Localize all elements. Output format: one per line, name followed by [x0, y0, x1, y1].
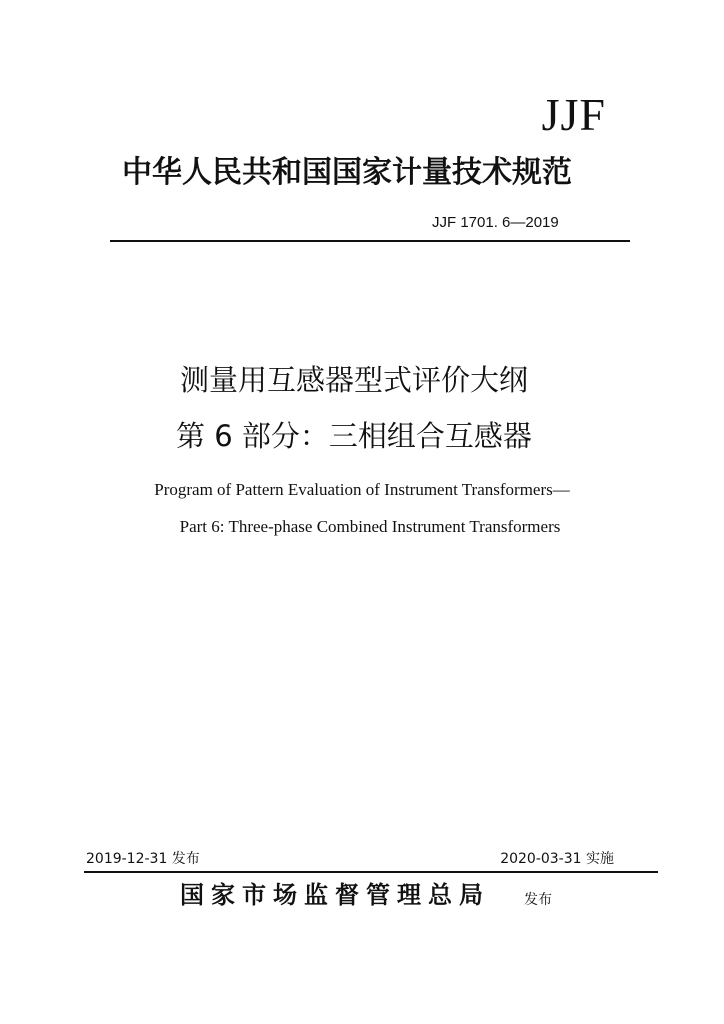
- issuing-authority: 国家市场监督管理总局: [180, 881, 490, 909]
- title-chinese-line-1: 测量用互感器型式评价大纲: [179, 363, 528, 397]
- top-divider: [110, 240, 630, 242]
- standard-number: JJF 1701. 6—2019: [432, 214, 559, 231]
- spec-type-heading: 中华人民共和国国家计量技术规范: [122, 155, 572, 190]
- issue-date: 2019-12-31 发布: [86, 851, 200, 867]
- title-english-line-1: Program of Pattern Evaluation of Instrument Transformers—: [154, 480, 570, 499]
- jjf-logo: JJF: [541, 89, 606, 140]
- implementation-date: 2020-03-31 实施: [500, 851, 614, 867]
- publish-label: 发布: [524, 892, 552, 908]
- bottom-divider: [84, 871, 658, 873]
- title-english-line-2: Part 6: Three-phase Combined Instrument Transformers: [179, 517, 561, 536]
- title-chinese-line-2: 第 6 部分：三相组合互感器: [176, 419, 532, 453]
